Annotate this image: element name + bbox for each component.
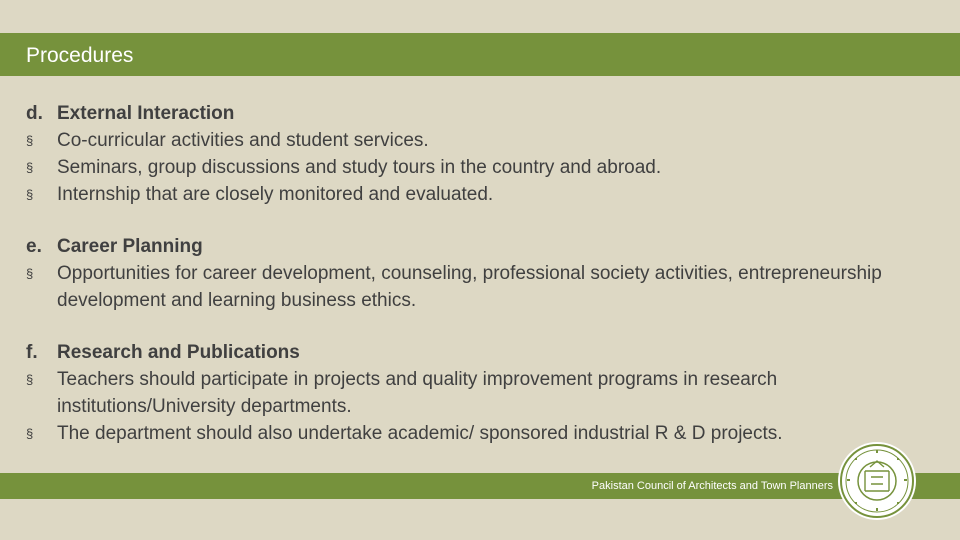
bullet-icon: § bbox=[26, 266, 34, 281]
list-item bbox=[26, 154, 926, 181]
section-research-publications bbox=[26, 339, 926, 447]
list-item bbox=[26, 366, 926, 420]
section-title: External Interaction bbox=[57, 103, 235, 124]
section-marker: d. bbox=[26, 103, 43, 124]
list-item bbox=[26, 127, 926, 154]
section-heading bbox=[26, 100, 926, 127]
list-item-text: Opportunities for career development, counseling, professional society activities, entrepreneurship development and learning business ethics. bbox=[57, 263, 882, 311]
footer-bar bbox=[0, 473, 960, 499]
list-item-text: Teachers should participate in projects and quality improvement programs in research institutions/University departments. bbox=[57, 369, 778, 417]
list-item bbox=[26, 181, 926, 208]
list-item-text: Internship that are closely monitored and evaluated. bbox=[57, 184, 494, 205]
council-seal-icon bbox=[837, 441, 917, 521]
bullet-icon: § bbox=[26, 160, 34, 175]
section-heading bbox=[26, 233, 926, 260]
section-marker: f. bbox=[26, 342, 38, 363]
bullet-icon: § bbox=[26, 372, 34, 387]
section-marker: e. bbox=[26, 236, 42, 257]
section-external-interaction bbox=[26, 100, 926, 208]
bullet-icon: § bbox=[26, 133, 34, 148]
section-career-planning bbox=[26, 233, 926, 314]
list-item bbox=[26, 260, 926, 314]
title-bar bbox=[0, 33, 960, 76]
slide-title: Procedures bbox=[26, 44, 134, 67]
content-area bbox=[26, 100, 926, 472]
section-title: Career Planning bbox=[57, 236, 203, 257]
list-item bbox=[26, 420, 926, 447]
organization-name: Pakistan Council of Architects and Town Planners bbox=[591, 480, 833, 492]
list-item-text: Co-curricular activities and student services. bbox=[57, 130, 429, 151]
list-item-text: The department should also undertake academic/ sponsored industrial R & D projects. bbox=[57, 423, 783, 444]
section-title: Research and Publications bbox=[57, 342, 300, 363]
list-item-text: Seminars, group discussions and study tours in the country and abroad. bbox=[57, 157, 662, 178]
bullet-icon: § bbox=[26, 426, 34, 441]
bullet-icon: § bbox=[26, 187, 34, 202]
section-heading bbox=[26, 339, 926, 366]
